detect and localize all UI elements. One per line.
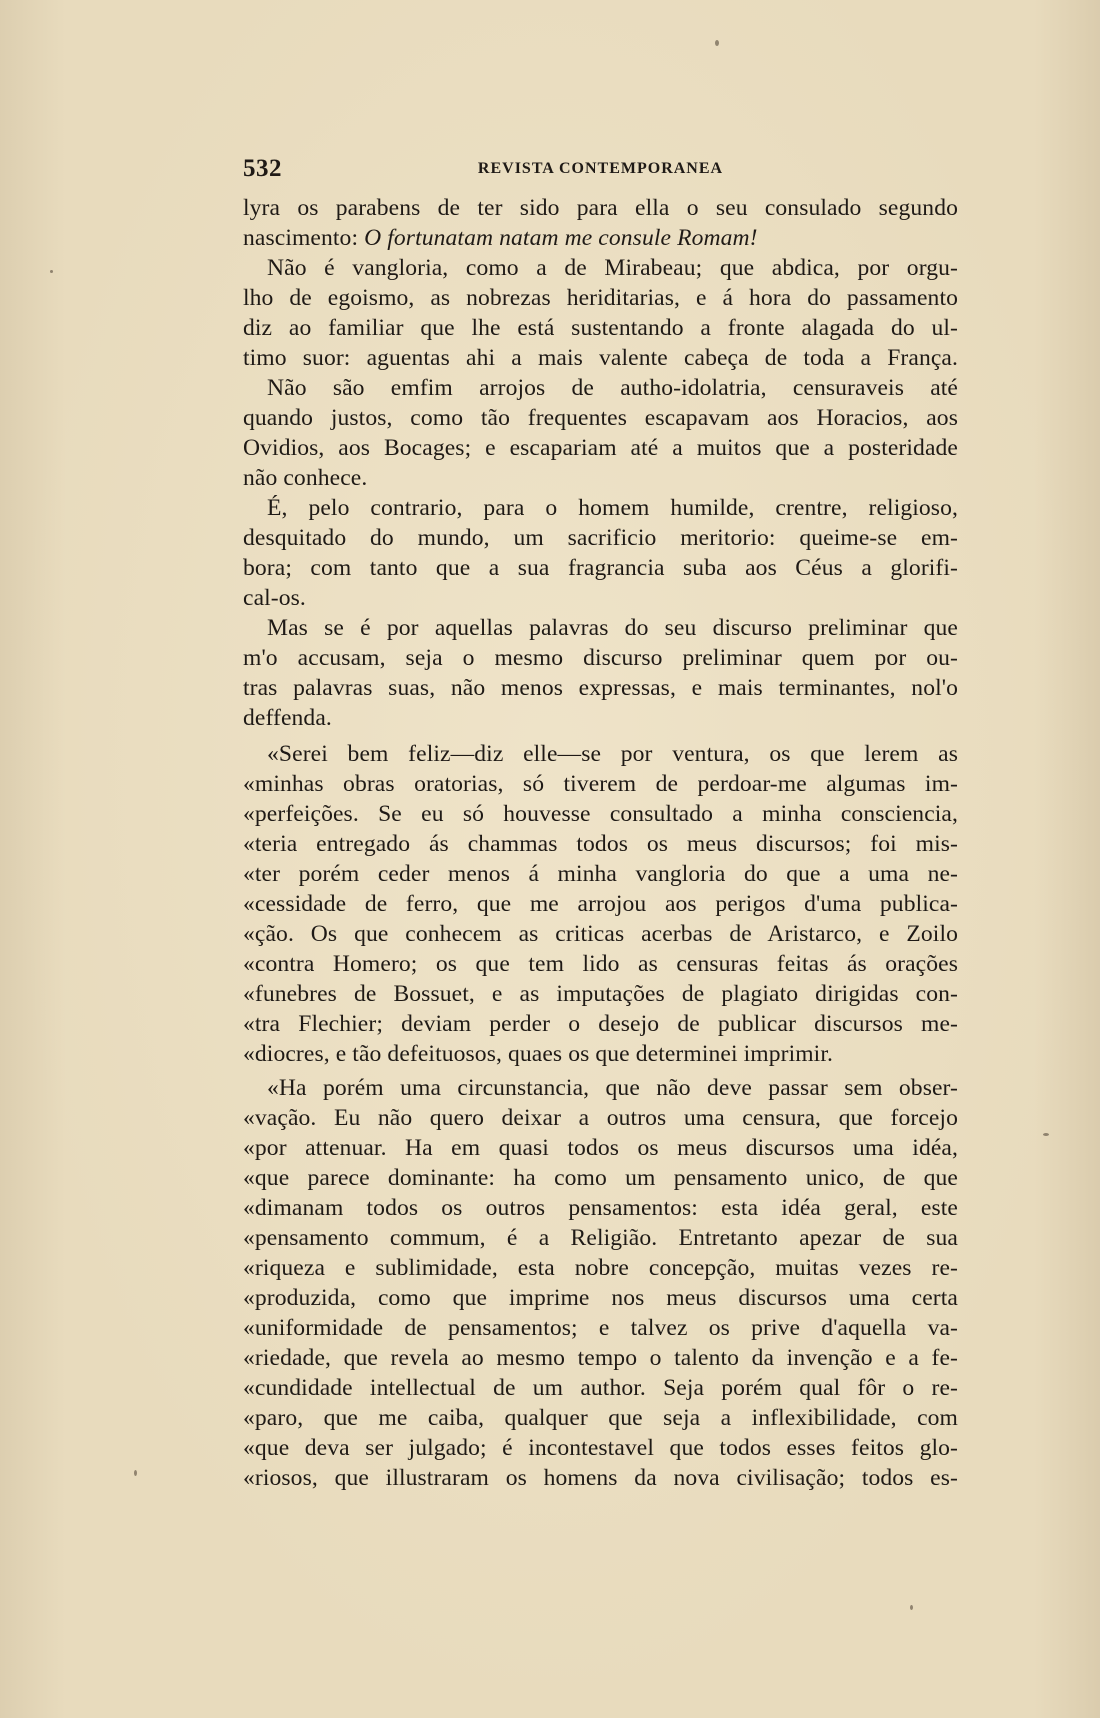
text-line: «diocres, e tão defeituosos, quaes os que determinei imprimir. [243,1041,833,1067]
speck [1043,1133,1049,1136]
text-line: m'o accusam, seja o mesmo discurso preliminar quem por ou- [243,645,958,671]
text-line [243,223,958,253]
text-line: «paro, que me caiba, qualquer que seja a inflexibilidade, com [243,1405,958,1431]
text-line: «tra Flechier; deviam perder o desejo de publicar discursos me- [243,1011,958,1037]
text-line: desquitado do mundo, um sacrificio meritorio: queime-se em- [243,525,958,551]
speck [134,1470,137,1476]
page-header [243,155,958,185]
text-line: «ção. Os que conhecem as criticas acerbas de Aristarco, e Zoilo [243,921,958,947]
text-line: «uniformidade de pensamentos; e talvez os prive d'aquella va- [243,1315,958,1341]
text-line: Não são emfim arrojos de autho-idolatria, censuraveis até [267,375,958,401]
text-line: bora; com tanto que a sua fragrancia suba aos Céus a glorifi- [243,555,958,581]
text-line: «ter porém ceder menos á minha vangloria do que a uma ne- [243,861,958,887]
text-line: lho de egoismo, as nobrezas heriditarias, e á hora do passamento [243,285,958,311]
text-line: «minhas obras oratorias, só tiverem de perdoar-me algumas im- [243,771,958,797]
text-line: «cessidade de ferro, que me arrojou aos perigos d'uma publica- [243,891,958,917]
text-line: «por attenuar. Ha em quasi todos os meus discursos uma idéa, [243,1135,958,1161]
text-line: «pensamento commum, é a Religião. Entretanto apezar de sua [243,1225,958,1251]
text-line: «contra Homero; os que tem lido as censuras feitas ás orações [243,951,958,977]
text-line: Ovidios, aos Bocages; e escapariam até a muitos que a posteridade [243,435,958,461]
text-line-plain: nascimento: [243,225,365,251]
text-line: tras palavras suas, não menos expressas, e mais terminantes, nol'o [243,675,958,701]
text-line: «teria entregado ás chammas todos os meus discursos; foi mis- [243,831,958,857]
body-text [243,193,958,1493]
text-line: Não é vangloria, como a de Mirabeau; que abdica, por orgu- [267,255,958,281]
page-number: 532 [243,155,282,182]
text-line: «funebres de Bossuet, e as imputações de plagiato dirigidas con- [243,981,958,1007]
text-line: «riedade, que revela ao mesmo tempo o talento da invenção e a fe- [243,1345,958,1371]
text-line: «que parece dominante: ha como um pensamento unico, de que [243,1165,958,1191]
text-line: «cundidade intellectual de um author. Seja porém qual fôr o re- [243,1375,958,1401]
text-line: É, pelo contrario, para o homem humilde, crentre, religioso, [267,495,958,521]
speck [910,1605,913,1610]
text-line: «dimanam todos os outros pensamentos: esta idéa geral, este [243,1195,958,1221]
text-line: «produzida, como que imprime nos meus discursos uma certa [243,1285,958,1311]
text-line: «riqueza e sublimidade, esta nobre concepção, muitas vezes re- [243,1255,958,1281]
text-line: «riosos, que illustraram os homens da nova civilisação; todos es- [243,1465,958,1491]
text-line: diz ao familiar que lhe está sustentando a fronte alagada do ul- [243,315,958,341]
text-line: timo suor: aguentas ahi a mais valente cabeça de toda a França. [243,345,958,371]
latin-quote: O fortunatam natam me consule Romam! [364,225,758,251]
text-line: Mas se é por aquellas palavras do seu discurso preliminar que [267,615,958,641]
text-line: lyra os parabens de ter sido para ella o seu consulado segundo [243,195,958,221]
text-line: deffenda. [243,705,332,731]
text-line: «Ha porém uma circunstancia, que não deve passar sem obser- [267,1075,958,1101]
text-line: não conhece. [243,465,368,491]
speck [715,40,719,46]
text-line: «Serei bem feliz—diz elle—se por ventura, os que lerem as [267,741,958,767]
text-line: cal-os. [243,585,306,611]
text-line: «perfeições. Se eu só houvesse consultado a minha consciencia, [243,801,958,827]
text-line: quando justos, como tão frequentes escapavam aos Horacios, aos [243,405,958,431]
speck [50,270,53,273]
text-line: «que deva ser julgado; é incontestavel que todos esses feitos glo- [243,1435,958,1461]
running-head: REVISTA CONTEMPORANEA [477,160,724,177]
text-line: «vação. Eu não quero deixar a outros uma censura, que forcejo [243,1105,958,1131]
